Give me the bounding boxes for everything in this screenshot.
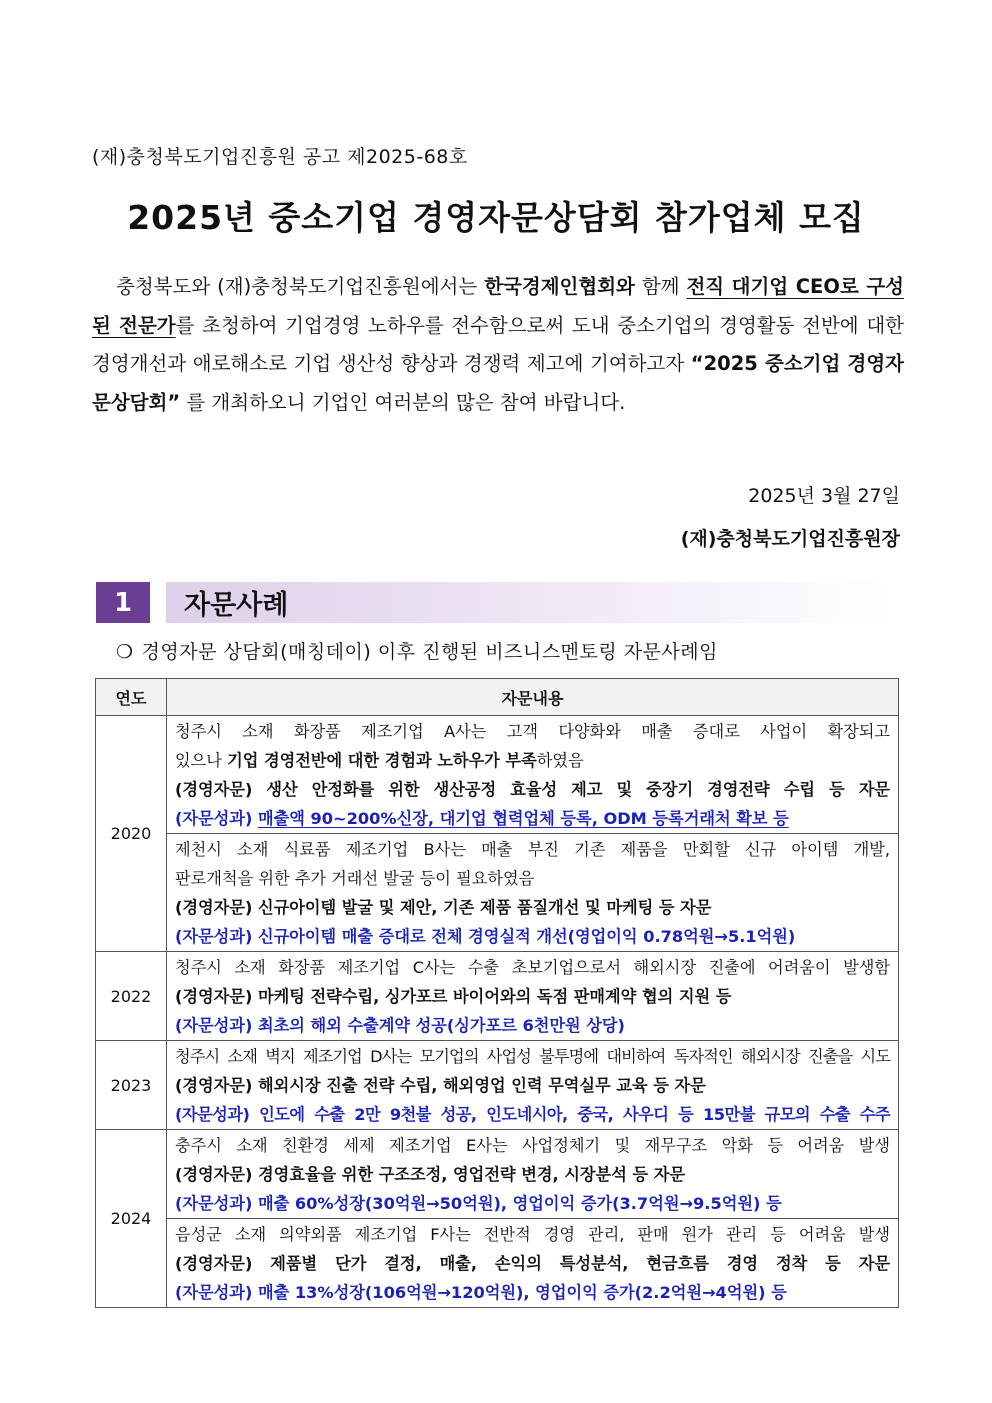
case-result: (자문성과) 최초의 해외 수출계약 성공(싱가포르 6천만원 상당) [175, 1016, 625, 1035]
case-desc: 판로개척을 위한 추가 거래선 발굴 등이 필요하였음 [175, 869, 535, 888]
intro-event-name: “2025 중소기업 경영자문상담회” [92, 352, 904, 414]
case-desc: 청주시 소재 화장품 제조기업 A사는 고객 다양화와 매출 증대로 사업이 확장되고 [175, 722, 890, 741]
table-row [96, 834, 899, 952]
intro-text-g: 를 개최하오니 기업인 여러분의 많은 참여 바랍니다. [180, 390, 626, 414]
table-row [96, 1041, 899, 1130]
case-cell [167, 834, 899, 952]
intro-paragraph [92, 268, 904, 422]
case-result: (자문성과) 매출 13%성장(106억원→120억원), 영업이익 증가(2.2억원→4억원) 등 [175, 1283, 787, 1302]
case-advice: (경영자문) 제품별 단가 결정, 매출, 손익의 특성분석, 현금흐름 경영 정착 등 자문 [175, 1254, 890, 1273]
case-result: (자문성과) 매출 60%성장(30억원→50억원), 영업이익 증가(3.7억원→9.5억원) 등 [175, 1194, 782, 1213]
intro-text-a: 충청북도와 (재)충청북도기업진흥원에서는 [116, 275, 485, 298]
case-desc: 충주시 소재 친환경 세제 제조기업 E사는 사업정체기 및 재무구조 악화 등 어려움 발생 [175, 1136, 890, 1155]
header-year: 연도 [96, 679, 167, 716]
intro-text-c: 함께 [634, 275, 687, 298]
issuer-name: (재)충청북도기업진흥원장 [680, 528, 900, 550]
section-bullet [116, 637, 718, 664]
case-result: (자문성과) 매출액 90~200%신장, 대기업 협력업체 등록, ODM 등록거래처 확보 등 [175, 809, 789, 828]
case-cell [167, 952, 899, 1041]
case-advice: (경영자문) 해외시장 진출 전략 수립, 해외영업 인력 무역실무 교육 등 자문 [175, 1076, 706, 1095]
case-cell [167, 1219, 899, 1308]
table-row [96, 1219, 899, 1308]
header-content: 자문내용 [167, 679, 899, 716]
table-row [96, 716, 899, 834]
notice-number: (재)충청북도기업진흥원 공고 제2025-68호 [92, 146, 468, 168]
case-desc: 제천시 소재 식료품 제조기업 B사는 매출 부진 기존 제품을 만회할 신규 아이템 개발, [175, 840, 890, 859]
consulting-cases-table [95, 678, 899, 1308]
case-desc: 청주시 소재 화장품 제조기업 C사는 수출 초보기업으로서 해외시장 진출에 어려움이 발생함 [175, 958, 890, 977]
table-row [96, 952, 899, 1041]
circle-bullet-icon: ❍ [116, 641, 134, 663]
case-desc: 음성군 소재 의약외품 제조기업 F사는 전반적 경영 관리, 판매 원가 관리 등 어려움 발생 [175, 1225, 890, 1244]
case-advice: (경영자문) 마케팅 전략수립, 싱가포르 바이어와의 독점 판매계약 협의 지원 등 [175, 987, 732, 1006]
case-cell [167, 716, 899, 834]
intro-experts: 전직 대기업 CEO로 구성된 전문가 [92, 275, 904, 337]
case-cell [167, 1041, 899, 1130]
intro-text-e: 를 초청하여 기업경영 노하우를 전수함으로써 도내 중소기업의 경영활동 전반에 대한 경영개선과 애로해소로 기업 생산성 향상과 경쟁력 제고에 기여하고자 [92, 313, 904, 376]
notice-date: 2025년 3월 27일 [748, 485, 900, 507]
section-number: 1 [96, 582, 150, 623]
year-cell: 2023 [96, 1041, 167, 1130]
intro-partner: 한국경제인협회와 [484, 275, 635, 298]
case-desc: 있으나 기업 경영전반에 대한 경험과 노하우가 부족하였음 [175, 751, 584, 770]
case-cell [167, 1130, 899, 1219]
case-desc: 청주시 소재 벽지 제조기업 D사는 모기업의 사업성 불투명에 대비하여 독자적인 해외시장 진출을 시도 [175, 1047, 890, 1066]
year-cell: 2020 [96, 716, 167, 952]
section-title: 자문사례 [184, 590, 289, 621]
year-cell: 2024 [96, 1130, 167, 1308]
case-result: (자문성과) 신규아이템 매출 증대로 전체 경영실적 개선(영업이익 0.78억원→5.1억원) [175, 927, 796, 946]
bullet-text: 경영자문 상담회(매칭데이) 이후 진행된 비즈니스멘토링 자문사례임 [141, 641, 718, 663]
case-advice: (경영자문) 경영효율을 위한 구조조정, 영업전략 변경, 시장분석 등 자문 [175, 1165, 686, 1184]
table-row [96, 1130, 899, 1219]
case-advice: (경영자문) 생산 안정화를 위한 생산공정 효율성 제고 및 중장기 경영전략 수립 등 자문 [175, 780, 890, 799]
page-title: 2025년 중소기업 경영자문상담회 참가업체 모집 [127, 198, 865, 237]
year-cell: 2022 [96, 952, 167, 1041]
case-result: (자문성과) 인도에 수출 2만 9천불 성공, 인도네시아, 중국, 사우디 등 15만불 규모의 수출 수주 [175, 1105, 890, 1124]
case-advice: (경영자문) 신규아이템 발굴 및 제안, 기존 제품 품질개선 및 마케팅 등 자문 [175, 898, 712, 917]
table-header-row [96, 679, 899, 716]
